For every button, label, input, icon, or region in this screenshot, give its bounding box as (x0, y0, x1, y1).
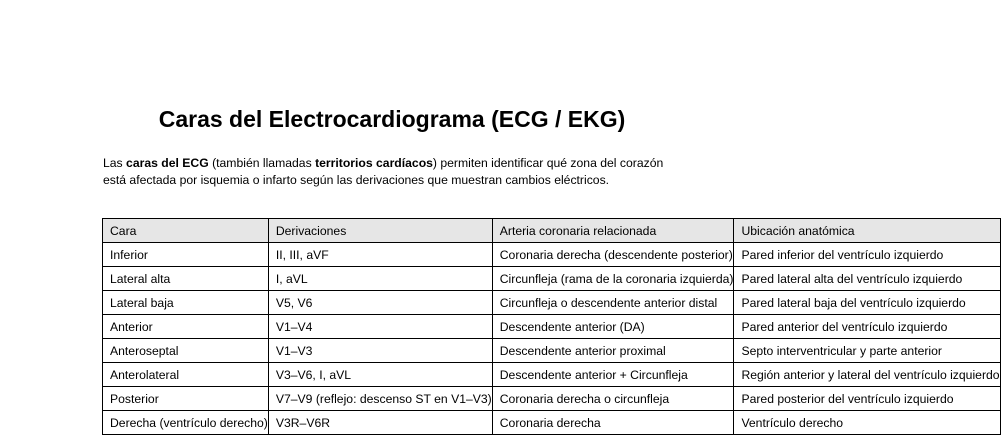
cell-derivaciones: V1–V3 (268, 339, 492, 363)
cell-ubicacion: Ventrículo derecho (734, 411, 1000, 435)
cell-derivaciones: V5, V6 (268, 291, 492, 315)
cell-ubicacion: Pared lateral baja del ventrículo izquierdo (734, 291, 1000, 315)
intro-text: (también llamadas (208, 156, 316, 170)
header-cara: Cara (103, 219, 269, 243)
cell-arteria: Circunfleja (rama de la coronaria izquierda) (492, 267, 734, 291)
cell-arteria: Circunfleja o descendente anterior distal (492, 291, 734, 315)
cell-ubicacion: Pared anterior del ventrículo izquierdo (734, 315, 1000, 339)
cell-derivaciones: V7–V9 (reflejo: descenso ST en V1–V3) (268, 387, 492, 411)
cell-cara: Derecha (ventrículo derecho) (103, 411, 269, 435)
intro-text: Las (103, 156, 127, 170)
table-header-row (103, 219, 1001, 243)
table-row (103, 243, 1001, 267)
intro-paragraph (103, 155, 673, 188)
cell-cara: Inferior (103, 243, 269, 267)
cell-ubicacion: Región anterior y lateral del ventrículo izquierdo (734, 363, 1000, 387)
cell-derivaciones: II, III, aVF (268, 243, 492, 267)
table-row (103, 267, 1001, 291)
intro-text: ) permiten identificar qué zona del corazón está afectada por isquemia o infarto según las derivaciones que muestran cambios eléctricos. (103, 156, 664, 187)
cell-cara: Posterior (103, 387, 269, 411)
cell-ubicacion: Pared lateral alta del ventrículo izquierdo (734, 267, 1000, 291)
table-row (103, 363, 1001, 387)
cell-cara: Anteroseptal (103, 339, 269, 363)
cell-derivaciones: V3–V6, I, aVL (268, 363, 492, 387)
cell-cara: Lateral alta (103, 267, 269, 291)
intro-bold-term: territorios cardíacos (315, 156, 433, 170)
page-title: Caras del Electrocardiograma (ECG / EKG) (158, 106, 626, 132)
cell-arteria: Descendente anterior proximal (492, 339, 734, 363)
header-derivaciones: Derivaciones (268, 219, 492, 243)
intro-bold-term: caras del ECG (126, 156, 209, 170)
cell-ubicacion: Pared posterior del ventrículo izquierdo (734, 387, 1000, 411)
table-row (103, 315, 1001, 339)
cell-cara: Anterior (103, 315, 269, 339)
cell-arteria: Descendente anterior (DA) (492, 315, 734, 339)
cell-derivaciones: V3R–V6R (268, 411, 492, 435)
cell-ubicacion: Pared inferior del ventrículo izquierdo (734, 243, 1000, 267)
cell-arteria: Coronaria derecha o circunfleja (492, 387, 734, 411)
cell-derivaciones: V1–V4 (268, 315, 492, 339)
table-row (103, 291, 1001, 315)
ecg-faces-table (102, 218, 1001, 435)
cell-arteria: Descendente anterior + Circunfleja (492, 363, 734, 387)
cell-arteria: Coronaria derecha (492, 411, 734, 435)
table-row (103, 411, 1001, 435)
header-arteria: Arteria coronaria relacionada (492, 219, 734, 243)
cell-arteria: Coronaria derecha (descendente posterior) (492, 243, 734, 267)
header-ubicacion: Ubicación anatómica (734, 219, 1000, 243)
cell-cara: Anterolateral (103, 363, 269, 387)
table-row (103, 339, 1001, 363)
cell-cara: Lateral baja (103, 291, 269, 315)
cell-ubicacion: Septo interventricular y parte anterior (734, 339, 1000, 363)
table-row (103, 387, 1001, 411)
cell-derivaciones: I, aVL (268, 267, 492, 291)
